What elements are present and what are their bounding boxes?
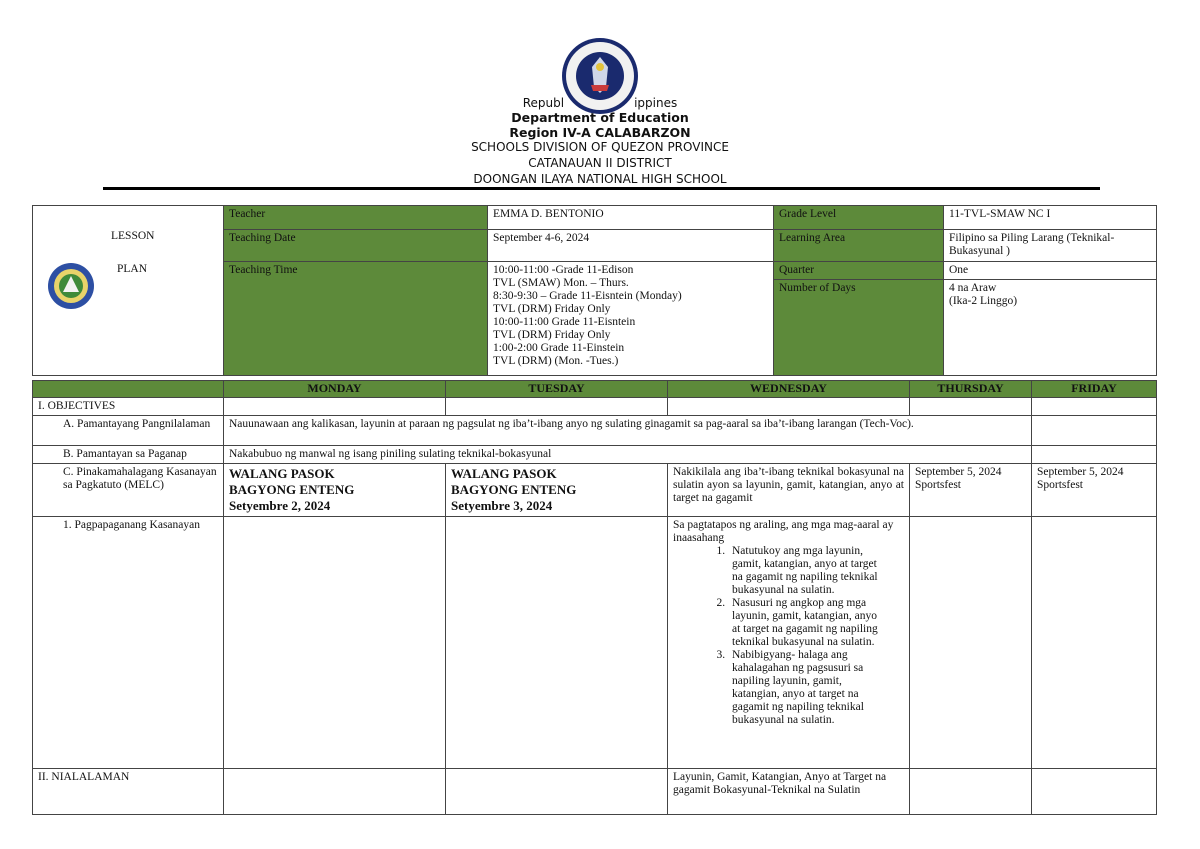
wednesday-objectives [668,517,910,769]
time-line: 10:00-11:00 -Grade 11-Edison [493,264,634,276]
row-b-label: B. Pamantayan sa Paganap [33,446,224,464]
date-value: September 4-6, 2024 [488,230,774,262]
day-header-tuesday: TUESDAY [446,381,668,398]
days-label: Number of Days [774,280,944,376]
lesson-main-table [32,380,1157,815]
time-line: TVL (SMAW) Mon. – Thurs. [493,277,629,289]
days-week: (Ika-2 Linggo) [949,295,1018,307]
no-class-text: WALANG PASOK [451,466,557,481]
region-title: Region IV-A CALABARZON [509,125,691,140]
time-line: 8:30-9:30 – Grade 11-Eisntein (Monday) [493,290,682,302]
lesson-info-table [32,205,1157,376]
time-line: TVL (DRM) Friday Only [493,329,611,341]
wednesday-nilalaman: Layunin, Gamit, Katangian, Anyo at Target na gagamit Bokasyunal-Teknikal na Sulatin [668,769,910,815]
day-header-wednesday: WEDNESDAY [668,381,910,398]
objectives-list [673,545,888,727]
time-line: TVL (DRM) (Mon. -Tues.) [493,355,619,367]
area-value: Filipino sa Piling Larang (Teknikal-Bukasyunal ) [944,230,1157,262]
list-item: 1. Natutukoy ang mga layunin, gamit, katangian, anyo at target na gagamit ng napiling teknikal bukasyunal na sulatin. [728,545,888,597]
row-b-text: Nakabubuo ng manwal ng isang piniling sulating teknikal-bokasyunal [224,446,1032,464]
no-class-text: WALANG PASOK [229,466,335,481]
date-text: September 5, 2024 [915,466,1002,478]
school-title: DOONGAN ILAYA NATIONAL HIGH SCHOOL [473,172,727,186]
monday-melc [224,464,446,517]
time-value [488,262,774,376]
plan-label: PLAN [117,263,148,275]
teacher-value: EMMA D. BENTONIO [488,206,774,230]
date-text: Setyembre 3, 2024 [451,498,553,513]
time-label: Teaching Time [224,262,488,376]
teacher-label: Teacher [224,206,488,230]
objectives-label: I. OBJECTIVES [33,398,224,416]
row-a-text: Nauunawaan ang kalikasan, layunin at paraan ng pagsulat ng iba’t-ibang anyo ng sulating ginagamit sa pag-aaral sa iba’t-ibang larangan (Tech-Voc). [224,416,1032,446]
grade-label: Grade Level [774,206,944,230]
date-text: September 5, 2024 [1037,466,1124,478]
lesson-plan-cell [33,206,224,376]
thursday-melc [910,464,1032,517]
days-value [944,280,1157,376]
event-text: Sportsfest [1037,479,1083,491]
friday-melc [1032,464,1157,517]
wednesday-melc: Nakikilala ang iba’t-ibang teknikal bokasyunal na sulatin ayon sa layunin, gamit, katangian, anyo at target na gagamit [668,464,910,517]
list-item: 2. Nasusuri ng angkop ang mga layunin, gamit, katangian, anyo at target na gagamit ng napiling teknikal bukasyunal na sulatin. [728,597,888,649]
day-header-friday: FRIDAY [1032,381,1157,398]
day-header-monday: MONDAY [224,381,446,398]
time-line: 1:00-2:00 Grade 11-Einstein [493,342,625,354]
header-divider [103,187,1100,190]
department-title: Department of Education [511,110,689,125]
tuesday-melc [446,464,668,517]
day-header-thursday: THURSDAY [910,381,1032,398]
date-text: Setyembre 2, 2024 [229,498,331,513]
quarter-label: Quarter [774,262,944,280]
lesson-label: LESSON [111,230,155,242]
list-item: 3. Nabibigyang- halaga ang kahalagahan ng pagsusuri sa napiling layunin, gamit, katangian, anyo at target na gagamit ng napiling teknikal bukasyunal na sulatin. [728,649,888,727]
nilalaman-label: II. NIALALAMAN [33,769,224,815]
republic-line: Republ ippines [522,96,678,110]
area-label: Learning Area [774,230,944,262]
school-logo-icon [47,262,95,310]
row-1-label: 1. Pagpapaganang Kasanayan [33,517,224,769]
row-a-label: A. Pamantayang Pangnilalaman [33,416,224,446]
row-c-label: C. Pinakamahalagang Kasanayan sa Pagkatuto (MELC) [33,464,224,517]
day-header-blank [33,381,224,398]
time-line: TVL (DRM) Friday Only [493,303,611,315]
district-title: CATANAUAN II DISTRICT [528,156,672,170]
date-label: Teaching Date [224,230,488,262]
quarter-value: One [944,262,1157,280]
days-count: 4 na Araw [949,282,997,294]
typhoon-text: BAGYONG ENTENG [451,482,577,497]
event-text: Sportsfest [915,479,961,491]
time-line: 10:00-11:00 Grade 11-Eisntein [493,316,636,328]
division-title: SCHOOLS DIVISION OF QUEZON PROVINCE [471,140,729,154]
typhoon-text: BAGYONG ENTENG [229,482,355,497]
grade-value: 11-TVL-SMAW NC I [944,206,1157,230]
objectives-intro: Sa pagtatapos ng araling, ang mga mag-aaral ay inaasahang [673,519,894,544]
